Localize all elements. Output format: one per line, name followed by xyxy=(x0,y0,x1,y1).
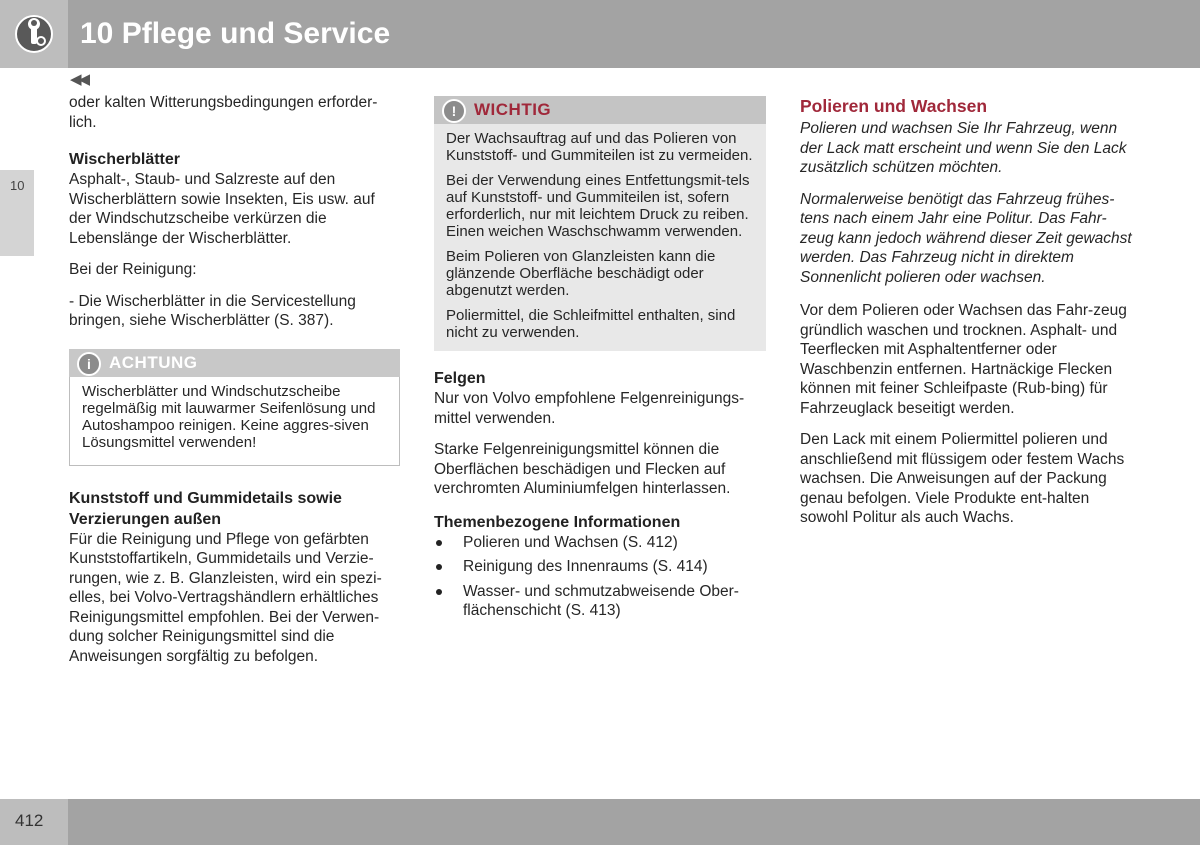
prep-text: Vor dem Polieren oder Wachsen das Fahr-zeug gründlich waschen und trocknen. Asphalt- und Teerflecken mit Asphaltentferner oder Waschbenzin entfernen. Hartnäckige Flecken können mit feiner Schleifpaste (Rub-bing) für Fahrzeuglack beseitigt werden. xyxy=(800,302,1127,417)
achtung-label: ACHTUNG xyxy=(109,352,198,372)
column-left xyxy=(69,93,400,678)
page-title: 10 Pflege und Service xyxy=(80,17,391,50)
column-right xyxy=(800,95,1136,540)
wichtig-paragraph: Beim Polieren von Glanzleisten kann die glänzende Oberfläche beschädigt oder abgenutzt werden. xyxy=(446,248,716,299)
page-number: 412 xyxy=(15,811,44,830)
section-heading: Polieren und Wachsen xyxy=(800,96,988,116)
wichtig-notice xyxy=(434,96,766,351)
note-italic: Normalerweise benötigt das Fahrzeug frühes-tens nach einem Jahr eine Politur. Das Fahr-zeug kann jedoch während dieser Zeit gewachst werden. Das Fahrzeug nicht in direktem Sonnenlicht polieren oder wachsen. xyxy=(800,190,1132,286)
wrench-gear-icon xyxy=(14,14,54,54)
chapter-icon-box xyxy=(0,0,68,68)
achtung-notice xyxy=(69,349,400,466)
chapter-tab[interactable] xyxy=(0,170,34,256)
intro-italic: Polieren und wachsen Sie Ihr Fahrzeug, wenn der Lack matt erscheint und wenn Sie den Lack zusätzlich schützen möchten. xyxy=(800,120,1127,176)
wichtig-paragraph: Poliermittel, die Schleifmittel enthalten, sind nicht zu verwenden. xyxy=(446,307,736,341)
wichtig-label: WICHTIG xyxy=(474,100,552,119)
wichtig-paragraph: Bei der Verwendung eines Entfettungsmit-tels auf Kunststoff- und Gummiteilen ist, sofern erforderlich, nur mit leichtem Druck zu reiben. Einen weichen Waschschwamm verwenden. xyxy=(446,172,750,240)
wichtig-body xyxy=(434,124,766,351)
rims-warning-text: Starke Felgenreinigungsmittel können die Oberflächen beschädigen und Flecken auf verchromten Aluminiumfelgen hinterlassen. xyxy=(434,441,731,497)
column-middle xyxy=(434,96,766,626)
related-link[interactable]: Wasser- und schmutzabweisende Ober-flächenschicht (S. 413) xyxy=(434,582,766,621)
wichtig-paragraph: Der Wachsauftrag auf und das Polieren von Kunststoff- und Gummiteilen ist zu vermeiden. xyxy=(446,130,753,164)
related-list xyxy=(434,533,766,621)
chapter-tab-label: 10 xyxy=(10,178,25,193)
achtung-text: Wischerblätter und Windschutzscheibe regelmäßig mit lauwarmer Seifenlösung und Autoshampoo reinigen. Keine aggres-siven Lösungsmittel verwenden! xyxy=(82,382,376,451)
achtung-body xyxy=(69,377,400,466)
intro-text: oder kalten Witterungsbedingungen erforder-lich. xyxy=(69,94,378,131)
page-footer xyxy=(0,799,1200,845)
related-link[interactable]: Polieren und Wachsen (S. 412) xyxy=(434,533,766,553)
rims-heading: Felgen xyxy=(434,370,486,387)
page-header xyxy=(0,0,1200,68)
wichtig-header xyxy=(434,96,766,124)
plastic-heading: Kunststoff und Gummidetails sowie Verzierungen außen xyxy=(69,489,342,528)
wiper-link[interactable]: Wischerblätter (S. 387) xyxy=(170,312,330,329)
back-nav-button[interactable]: ◀◀ xyxy=(70,71,88,88)
achtung-header xyxy=(69,349,400,377)
wiper-heading: Wischerblätter xyxy=(69,151,180,168)
plastic-text: Für die Reinigung und Pflege von gefärbten Kunststoffartikeln, Gummidetails und Verzie-rungen, wie z. B. Glanzleisten, wird ein spezi-elles, bei Volvo-Vertragshändlern erhältliches Reinigungsmittel empfohlen. Bei der Verwen-dung solcher Reinigungsmittel sind die Anweisungen sorgfältig zu befolgen. xyxy=(69,530,382,665)
page-number-box xyxy=(0,799,68,845)
wiper-service-text: - Die Wischerblätter in die Servicestellung bringen, siehe Wischerblätter (S. 387). xyxy=(69,292,356,329)
info-icon: i xyxy=(77,352,101,376)
rims-text: Nur von Volvo empfohlene Felgenreinigungs-mittel verwenden. xyxy=(434,390,745,427)
related-heading: Themenbezogene Informationen xyxy=(434,513,681,531)
wiper-cleaning-text: Bei der Reinigung: xyxy=(69,261,197,278)
related-link[interactable]: Reinigung des Innenraums (S. 414) xyxy=(434,557,766,577)
exclamation-icon: ! xyxy=(442,99,466,123)
polish-text: Den Lack mit einem Poliermittel polieren und anschließend mit flüssigem oder festem Wachs wachsen. Die Anweisungen auf der Packung genau befolgen. Viele Produkte ent-halten sowohl Politur als auch Wachs. xyxy=(800,431,1125,526)
wiper-text: Asphalt-, Staub- und Salzreste auf den Wischerblättern sowie Insekten, Eis usw. auf der Windschutzscheibe verkürzen die Lebenslänge der Wischerblätter. xyxy=(69,171,375,247)
